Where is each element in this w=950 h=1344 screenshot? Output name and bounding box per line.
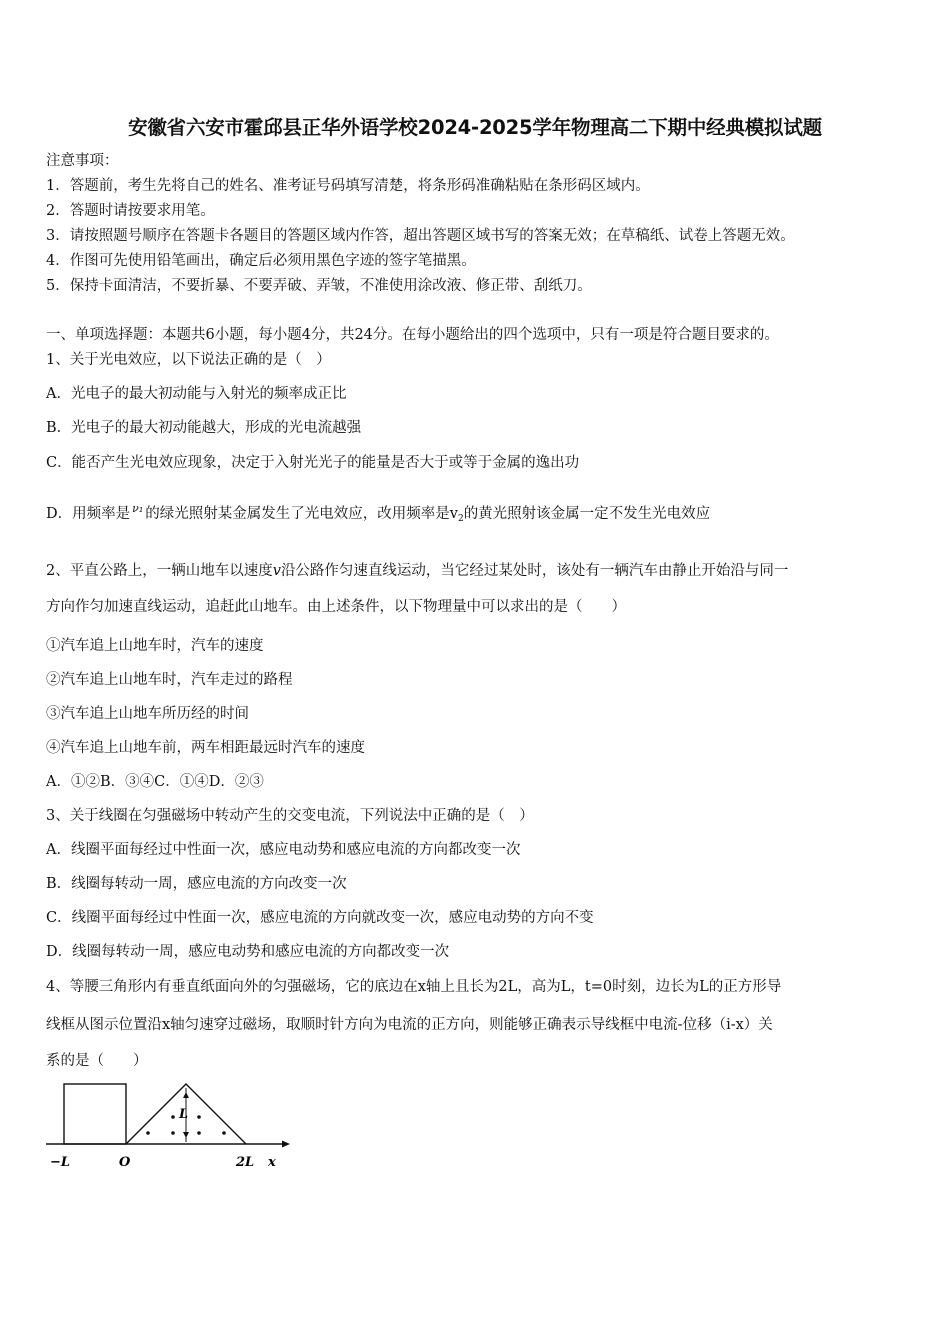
q1-d-sub: 2 xyxy=(457,514,464,524)
label-l: L xyxy=(179,1107,189,1122)
q2-stem-part2: 沿公路作匀速直线运动，当它经过某处时，该处有一辆汽车由静止开始沿与同一 xyxy=(280,563,789,579)
q4-stem-line2: 线框从图示位置沿x轴匀速穿过磁场，取顺时针方向为电流的正方向，则能够正确表示导线框中电流-位移（i-x）关 xyxy=(46,1017,773,1033)
q4-stem-line3: 系的是（ ） xyxy=(46,1053,148,1069)
q4-stem-line1: 4、等腰三角形内有垂直纸面向外的匀强磁场，它的底边在x轴上且长为2L，高为L，t=0时刻，边长为L的正方形导 xyxy=(46,979,782,995)
q2-option-c: C．①④ xyxy=(154,774,209,790)
q4-figure-svg xyxy=(44,1080,294,1175)
q2-option-d: D．②③ xyxy=(208,774,264,790)
q1-d-v: v xyxy=(449,506,458,522)
q1-option-c: C．能否产生光电效应现象，决定于入射光光子的能量是否大于或等于金属的逸出功 xyxy=(46,455,580,471)
q1-d-suffix: 的黄光照射该金属一定不发生光电效应 xyxy=(463,506,711,522)
q1-option-b: B．光电子的最大初动能越大，形成的光电流越强 xyxy=(46,420,362,436)
q2-stem-line1 xyxy=(46,561,788,581)
field-dot xyxy=(197,1131,201,1135)
notice-item-5: 5．保持卡面清洁，不要折暴、不要弄破、弄皱，不准使用涂改液、修正带、刮纸刀。 xyxy=(46,278,592,294)
nu1-symbol: ν₁ xyxy=(132,502,144,515)
q2-option-a: A．①② xyxy=(46,774,100,790)
section-heading: 一、单项选择题：本题共6小题，每小题4分，共24分。在每小题给出的四个选项中，只有一项是符合题目要求的。 xyxy=(46,327,779,343)
q1-d-middle: 的绿光照射某金属发生了光电效应，改用频率是 xyxy=(145,506,450,522)
label-origin: O xyxy=(119,1155,131,1170)
field-dot xyxy=(222,1131,226,1135)
field-dot xyxy=(197,1115,201,1119)
q2-item-2: ②汽车追上山地车时，汽车走过的路程 xyxy=(46,672,293,688)
notice-heading: 注意事项： xyxy=(46,153,119,169)
q1-stem: 1、关于光电效应，以下说法正确的是（ ） xyxy=(46,352,331,368)
q2-item-3: ③汽车追上山地车所历经的时间 xyxy=(46,706,249,722)
q3-option-c: C．线圈平面每经过中性面一次，感应电流的方向就改变一次，感应电动势的方向不变 xyxy=(46,910,594,926)
q3-option-d: D．线圈每转动一周，感应电动势和感应电流的方向都改变一次 xyxy=(46,944,450,960)
height-arrow-up-icon xyxy=(183,1092,189,1098)
q2-item-1: ①汽车追上山地车时，汽车的速度 xyxy=(46,638,264,654)
label-neg-l: −L xyxy=(50,1155,71,1170)
q3-stem: 3、关于线圈在匀强磁场中转动产生的交变电流，下列说法中正确的是（ ） xyxy=(46,808,534,824)
q2-item-4: ④汽车追上山地车前，两车相距最远时汽车的速度 xyxy=(46,740,365,756)
q2-stem-line2: 方向作匀加速直线运动，追赶此山地车。由上述条件，以下物理量中可以求出的是（ ） xyxy=(46,599,626,615)
field-dot xyxy=(171,1131,175,1135)
square-loop xyxy=(64,1084,126,1144)
notice-item-3: 3．请按照题号顺序在答题卡各题目的答题区域内作答，超出答题区域书写的答案无效；在草稿纸、试卷上答题无效。 xyxy=(46,228,795,244)
notice-item-1: 1．答题前，考生先将自己的姓名、准考证号码填写清楚，将条形码准确粘贴在条形码区域内。 xyxy=(46,178,650,194)
label-x: x xyxy=(268,1155,276,1170)
notice-item-2: 2．答题时请按要求用笔。 xyxy=(46,203,215,219)
q1-d-prefix: D．用频率是 xyxy=(46,506,131,522)
q4-figure xyxy=(44,1080,294,1175)
q3-option-b: B．线圈每转动一周，感应电流的方向改变一次 xyxy=(46,876,347,892)
field-dot xyxy=(146,1131,150,1135)
q1-option-a: A．光电子的最大初动能与入射光的频率成正比 xyxy=(46,386,347,402)
q2-options xyxy=(46,772,264,792)
q3-option-a: A．线圈平面每经过中性面一次，感应电动势和感应电流的方向都改变一次 xyxy=(46,842,521,858)
q1-option-d xyxy=(46,499,710,529)
page-title: 安徽省六安市霍邱县正华外语学校2024-2025学年物理高二下期中经典模拟试题 xyxy=(128,116,822,139)
height-arrow-down-icon xyxy=(183,1132,189,1138)
label-2l: 2L xyxy=(236,1155,255,1170)
q2-option-b: B．③④ xyxy=(99,774,155,790)
field-dot xyxy=(171,1115,175,1119)
x-axis-arrow-icon xyxy=(282,1141,290,1148)
q2-stem-part1: 2、平直公路上，一辆山地车以速度 xyxy=(46,563,273,579)
notice-item-4: 4．作图可先使用铅笔画出，确定后必须用黑色字迹的签字笔描黑。 xyxy=(46,253,476,269)
q2-stem-v: v xyxy=(272,563,281,579)
